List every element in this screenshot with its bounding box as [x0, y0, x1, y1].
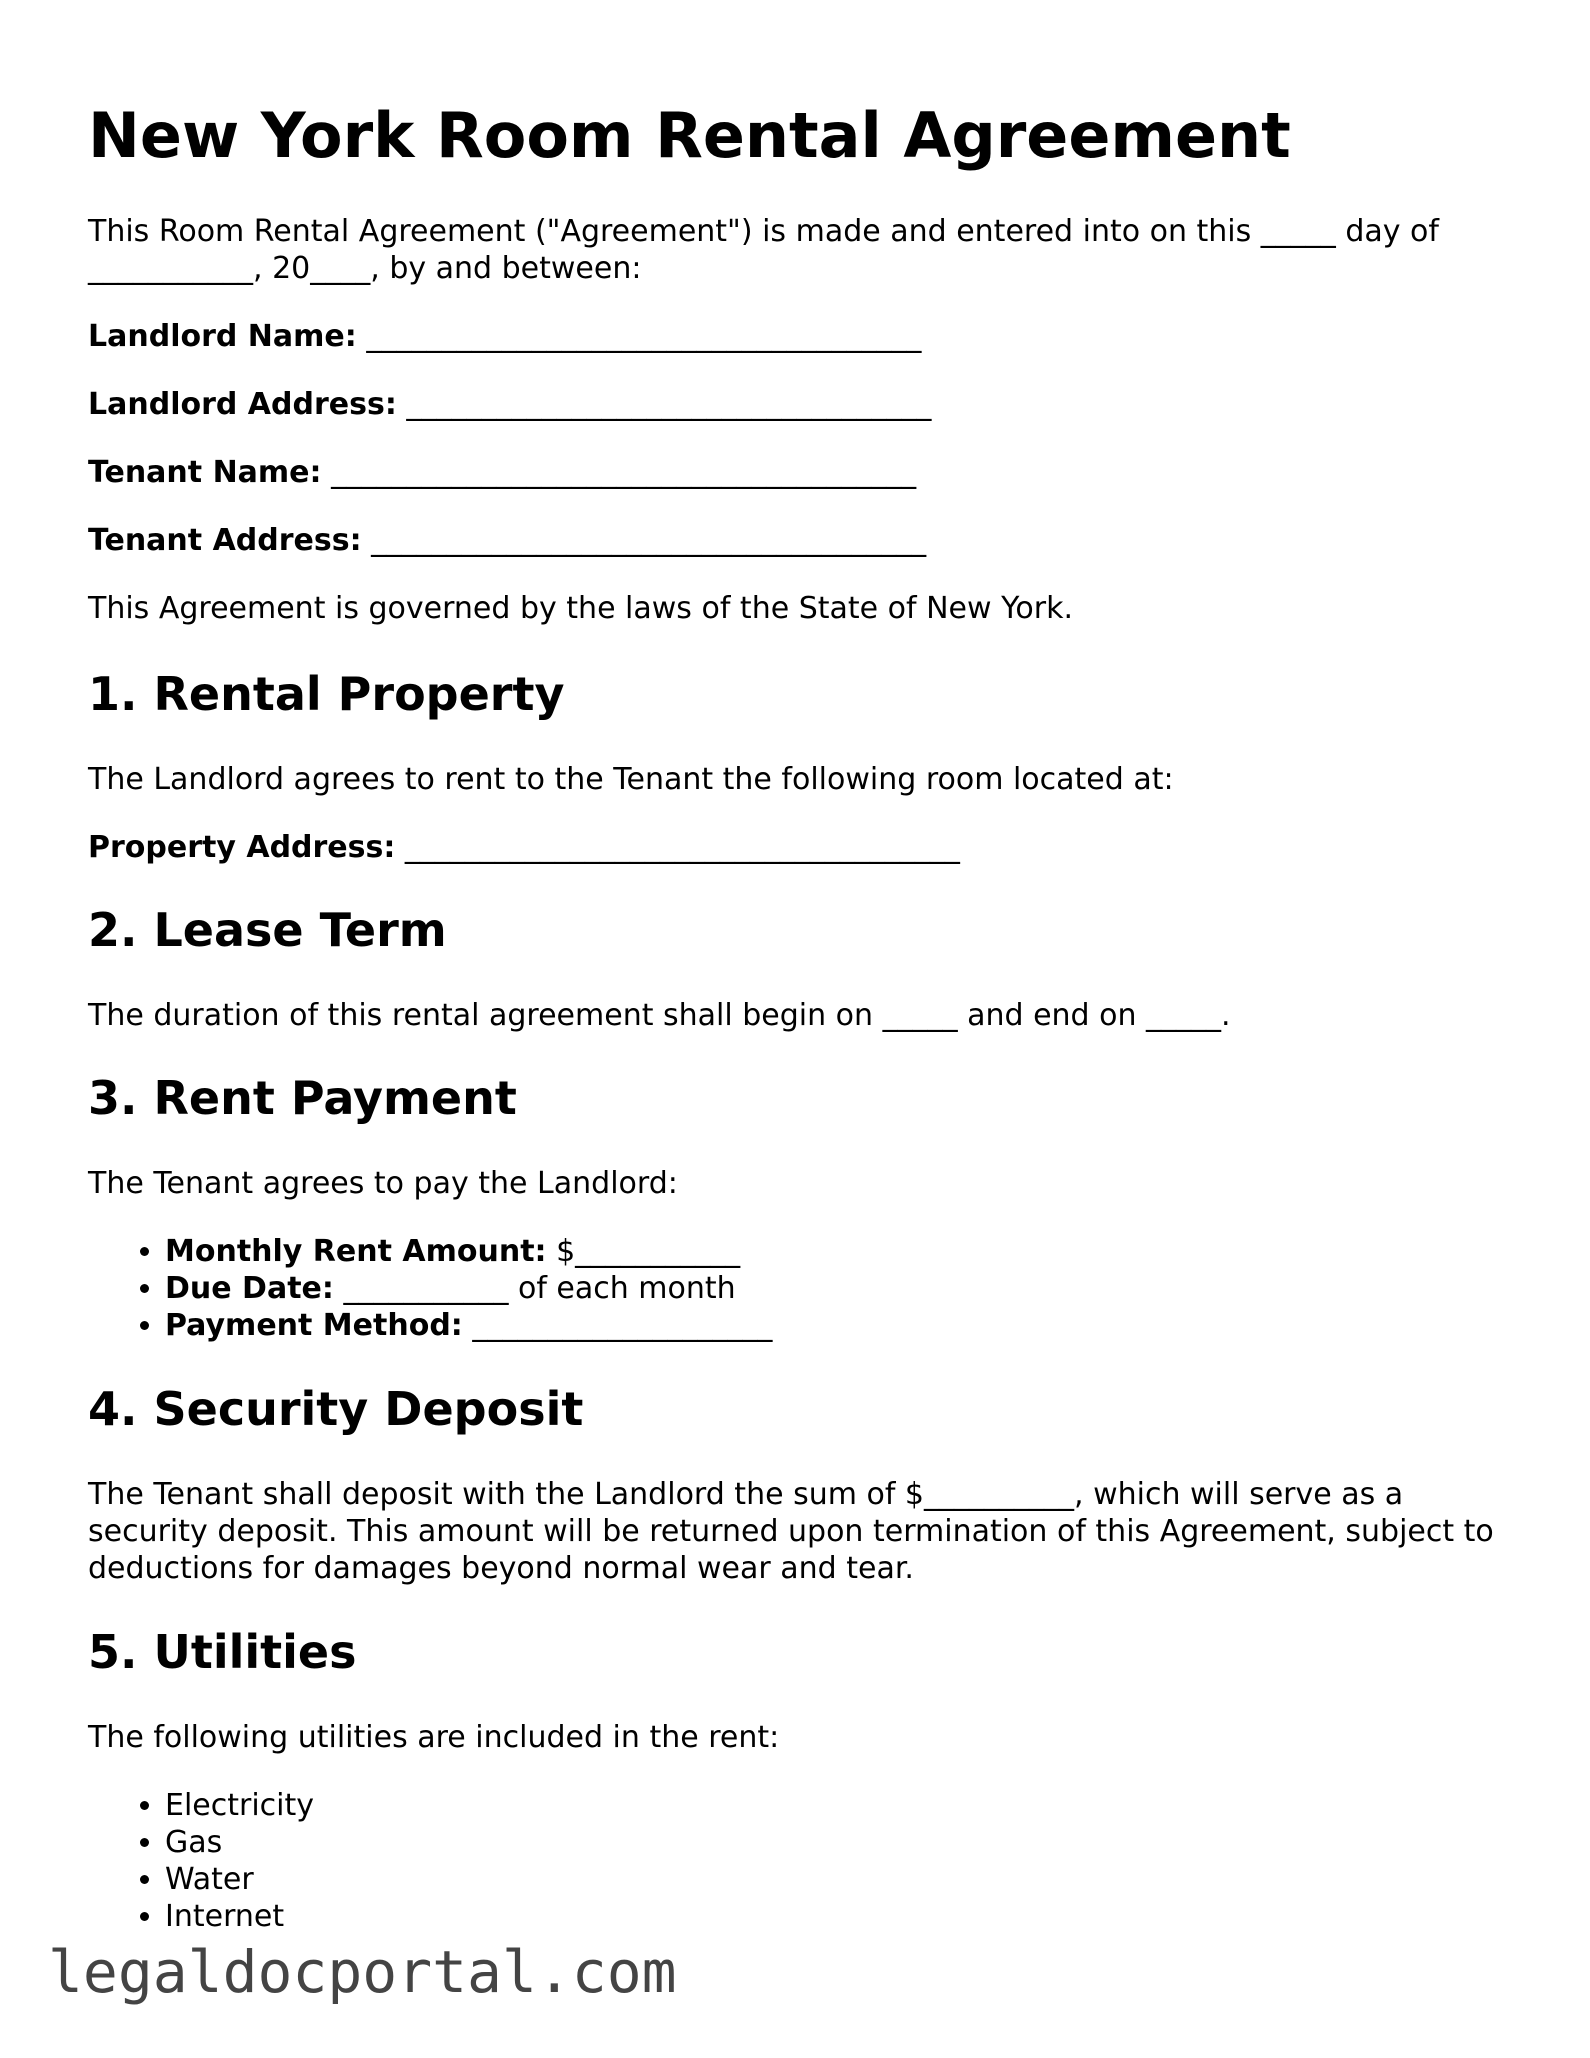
field-label: Tenant Name:: [88, 455, 322, 490]
field-label: Landlord Address:: [88, 387, 397, 422]
field-blank: ___________________________________: [406, 387, 932, 422]
field-blank: _____________________________________: [404, 830, 960, 865]
list-item-value: $___________: [556, 1234, 741, 1269]
lease-term-text: The duration of this rental agreement shall begin on _____ and end on _____.: [88, 998, 1231, 1033]
section-heading-security-deposit: 4. Security Deposit: [88, 1382, 584, 1436]
list-item-label: Payment Method:: [165, 1308, 463, 1343]
list-item: • Electricity: [165, 1787, 1508, 1824]
list-item: • Water: [165, 1861, 1508, 1898]
document-title: New York Room Rental Agreement: [88, 99, 1291, 172]
document-page: [88, 99, 1508, 1973]
field-blank: _____________________________________: [366, 319, 922, 354]
rent-payment-text: The Tenant agrees to pay the Landlord:: [88, 1166, 678, 1201]
rent-payment-list: [88, 1233, 1508, 1344]
watermark: legaldocportal.com: [48, 1938, 677, 2006]
tenant-address-field: [88, 522, 1508, 559]
field-blank: _______________________________________: [331, 455, 917, 490]
list-item-label: Due Date:: [165, 1271, 334, 1306]
rental-property-text: The Landlord agrees to rent to the Tenant the following room located at:: [88, 762, 1174, 797]
list-item-value: ____________________: [472, 1308, 773, 1343]
section-heading-rent-payment: 3. Rent Payment: [88, 1071, 517, 1125]
section-heading-utilities: 5. Utilities: [88, 1625, 357, 1679]
list-item: [165, 1270, 1508, 1307]
landlord-name-field: [88, 318, 1508, 355]
field-label: Tenant Address:: [88, 523, 362, 558]
utilities-list: [88, 1787, 1508, 1935]
tenant-name-field: [88, 454, 1508, 491]
list-item-label: Monthly Rent Amount:: [165, 1234, 547, 1269]
section-heading-rental-property: 1. Rental Property: [88, 667, 565, 721]
property-address-field: [88, 829, 1508, 866]
list-item: [165, 1233, 1508, 1270]
governing-law-paragraph: This Agreement is governed by the laws of the State of New York.: [88, 591, 1074, 626]
intro-paragraph: This Room Rental Agreement ("Agreement") is made and entered into on this _____ day of ___________, 20____, by and between:: [88, 214, 1439, 286]
list-item: • Internet: [165, 1898, 1508, 1935]
list-item: [165, 1307, 1508, 1344]
landlord-address-field: [88, 386, 1508, 423]
security-deposit-text: The Tenant shall deposit with the Landlord the sum of $__________, which will serve as a security deposit. This amount will be returned upon termination of this Agreement, subject to deductions for damages beyond normal wear and tear.: [88, 1477, 1494, 1586]
field-label: Property Address:: [88, 830, 396, 865]
field-blank: _____________________________________: [371, 523, 927, 558]
field-label: Landlord Name:: [88, 319, 357, 354]
list-item: • Gas: [165, 1824, 1508, 1861]
list-item-value: ___________ of each month: [343, 1271, 736, 1306]
section-heading-lease-term: 2. Lease Term: [88, 903, 447, 957]
utilities-text: The following utilities are included in the rent:: [88, 1720, 780, 1755]
